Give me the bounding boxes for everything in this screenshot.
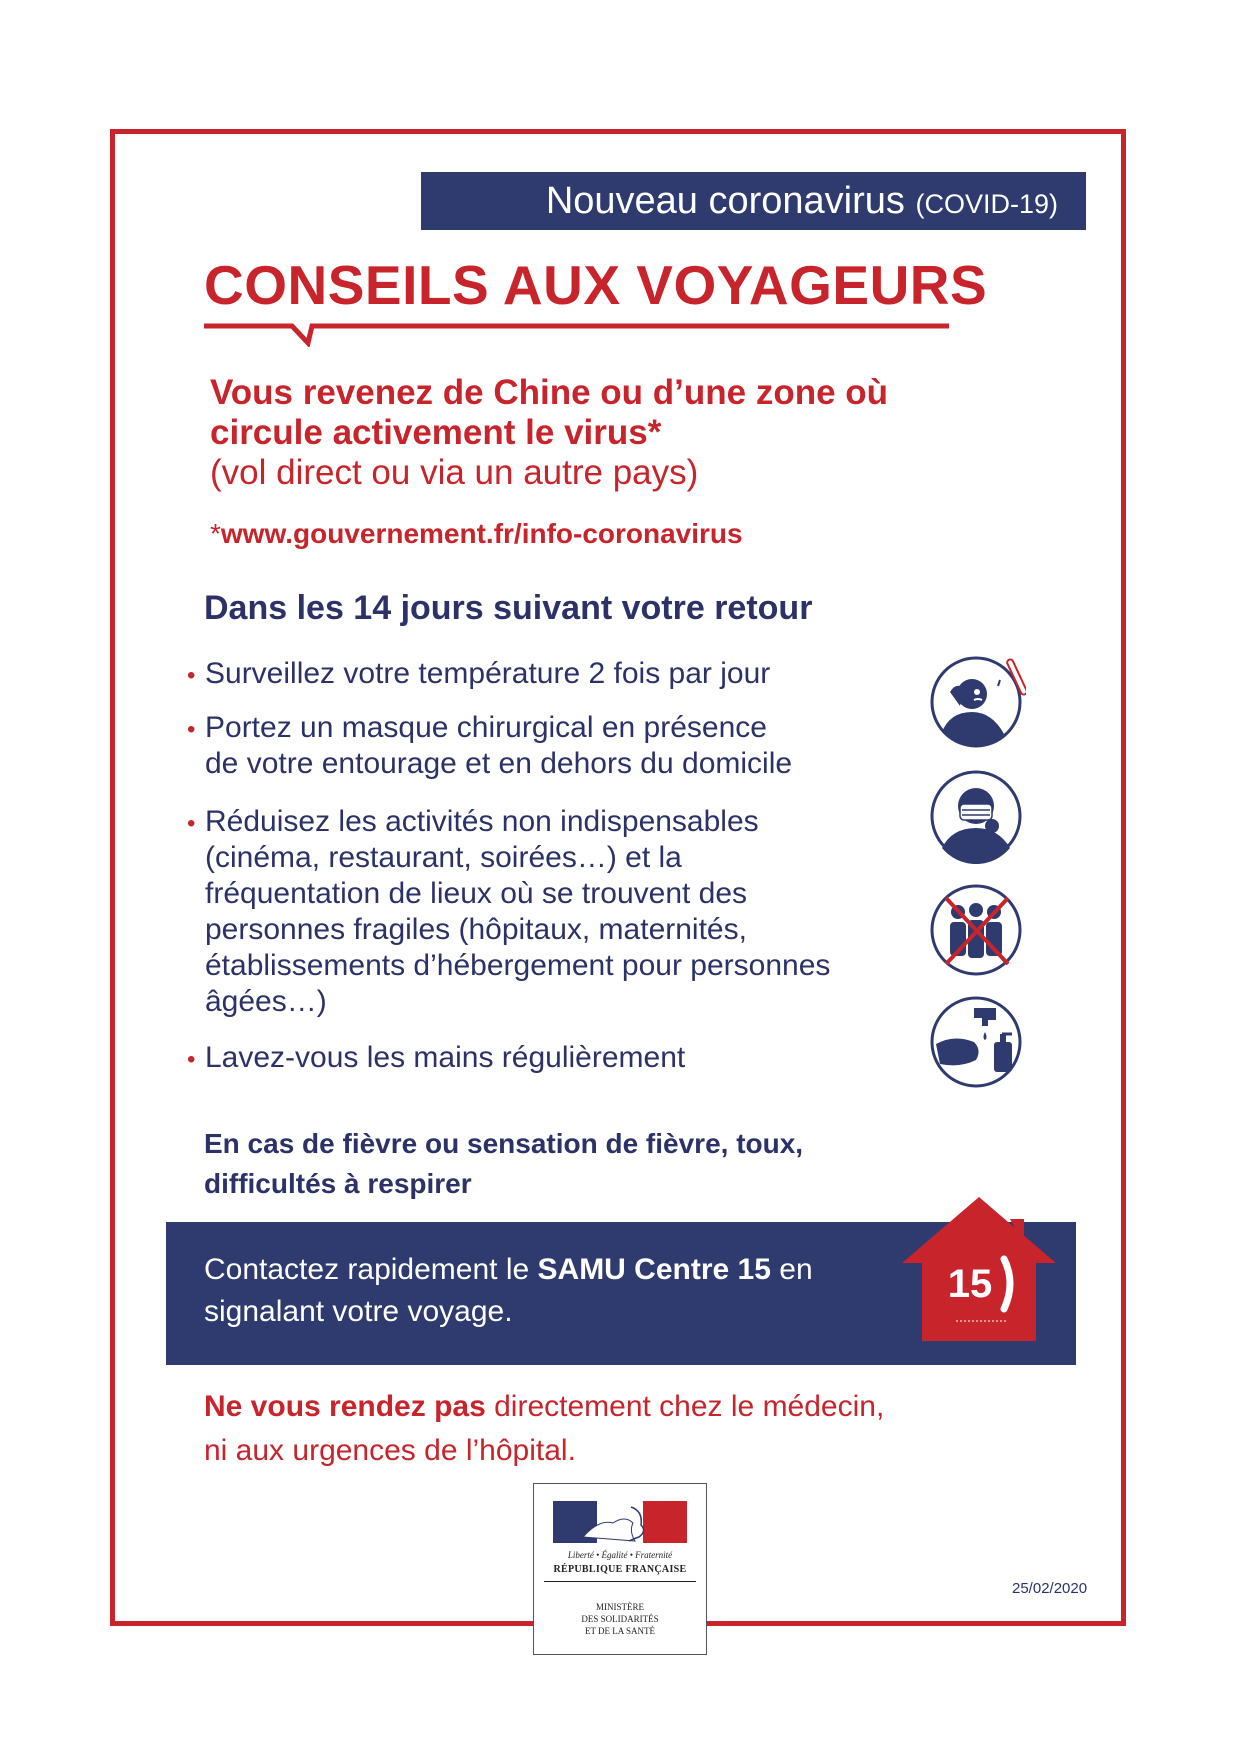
alert-line-2: difficultés à respirer	[204, 1168, 472, 1199]
advice-line: (cinéma, restaurant, soirées…) et la	[205, 841, 682, 874]
advice-line: de votre entourage et en dehors du domicile	[205, 747, 793, 780]
warning-line-2: ni aux urgences de l’hôpital.	[204, 1434, 576, 1467]
warning-bold: Ne vous rendez pas	[204, 1390, 486, 1423]
ministry-line: ET DE LA SANTÉ	[584, 1626, 656, 1636]
advice-line: Lavez-vous les mains régulièrement	[205, 1041, 686, 1074]
logo-ministry	[534, 1601, 706, 1637]
advice-line: Surveillez votre température 2 fois par jour	[205, 657, 771, 690]
intro-line-2: circule activement le virus*	[210, 413, 662, 452]
bullet: •	[187, 716, 196, 743]
advice-line: fréquentation de lieux où se trouvent des	[205, 877, 748, 910]
url-asterisk: *	[210, 518, 221, 549]
marianne-flag-icon	[553, 1501, 687, 1543]
samu-label: SAMU Centre 15	[537, 1253, 771, 1286]
intro-text	[210, 373, 888, 493]
logo-motto: Liberté • Égalité • Fraternité	[567, 1550, 673, 1560]
section-heading: Dans les 14 jours suivant votre retour	[204, 589, 813, 627]
symptom-alert	[204, 1124, 803, 1204]
ministry-line: DES SOLIDARITÉS	[581, 1614, 659, 1624]
contact-after: en	[770, 1253, 813, 1286]
warning-text	[204, 1385, 884, 1473]
warning-rest: directement chez le médecin,	[485, 1390, 885, 1423]
logo-divider	[544, 1581, 696, 1582]
page-title: CONSEILS AUX VOYAGEURS	[204, 254, 988, 316]
house-phone-icon	[898, 1193, 1060, 1345]
contact-before: Contactez rapidement le	[204, 1253, 538, 1286]
url-link[interactable]: www.gouvernement.fr/info-coronavirus	[220, 518, 743, 549]
alert-line-1: En cas de fièvre ou sensation de fièvre, toux,	[204, 1128, 804, 1159]
bullet: •	[187, 662, 196, 689]
banner-suffix: (COVID-19)	[915, 189, 1058, 219]
contact-line-2: signalant votre voyage.	[204, 1295, 513, 1328]
surgical-mask-icon	[930, 768, 1026, 864]
advice-line: âgées…)	[205, 985, 327, 1018]
intro-line-1: Vous revenez de Chine ou d’une zone où	[210, 373, 889, 412]
advice-line: établissements d’hébergement pour personnes	[205, 949, 831, 982]
advice-line: personnes fragiles (hôpitaux, maternités,	[205, 913, 747, 946]
info-url[interactable]	[210, 518, 743, 550]
ministry-line: MINISTÈRE	[596, 1602, 644, 1612]
bullet: •	[187, 810, 196, 837]
banner-main: Nouveau coronavirus	[545, 180, 905, 222]
title-underline	[204, 323, 949, 347]
topic-banner	[421, 172, 1086, 230]
hand-washing-icon	[930, 994, 1026, 1090]
bullet: •	[187, 1046, 196, 1073]
ministry-logo	[533, 1483, 707, 1655]
thermometer-icon	[930, 654, 1026, 750]
advice-line: Réduisez les activités non indispensables	[205, 805, 759, 838]
intro-line-3: (vol direct ou via un autre pays)	[210, 453, 699, 492]
samu-number: 15	[947, 1262, 993, 1306]
contact-text	[204, 1249, 813, 1333]
logo-republic: RÉPUBLIQUE FRANÇAISE	[553, 1564, 687, 1575]
no-crowd-icon	[930, 882, 1026, 978]
publication-date: 25/02/2020	[1012, 1580, 1088, 1597]
advice-line: Portez un masque chirurgical en présence	[205, 711, 767, 744]
